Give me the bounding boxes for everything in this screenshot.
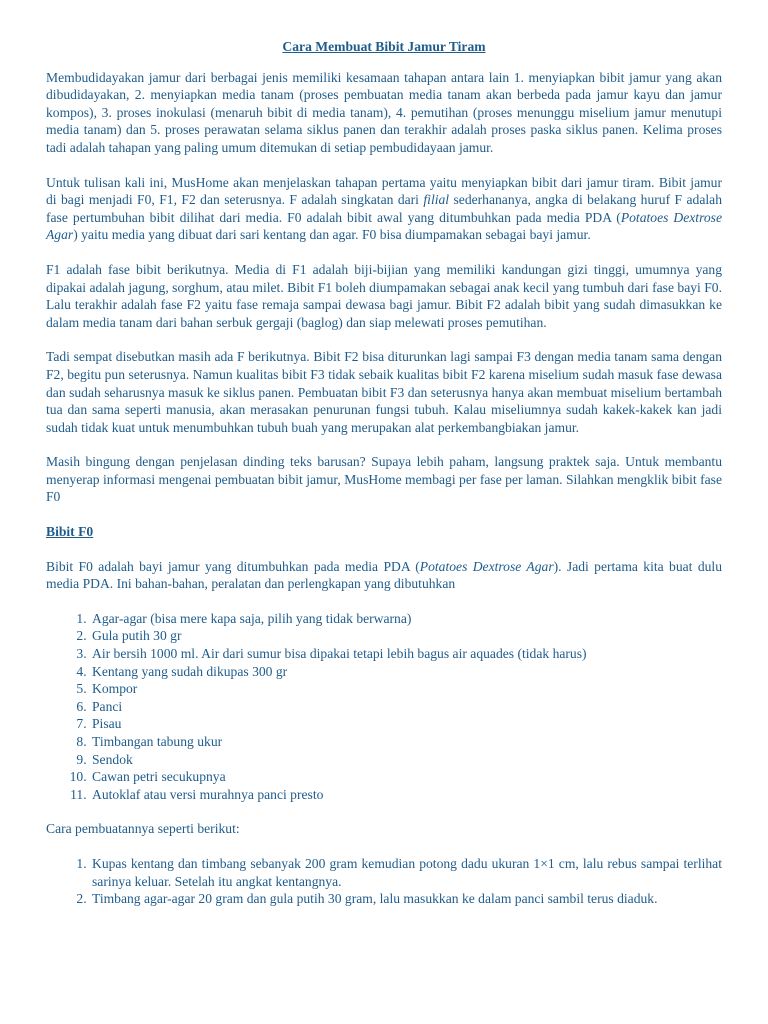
list-item: 11. Autoklaf atau versi murahnya panci presto: [90, 786, 722, 804]
paragraph-f0-intro: [46, 558, 722, 593]
list-item: 3. Air bersih 1000 ml. Air dari sumur bisa dipakai tetapi lebih bagus air aquades (tidak harus): [90, 645, 722, 663]
paragraph-generations: [46, 174, 722, 244]
list-item: 8. Timbangan tabung ukur: [90, 733, 722, 751]
list-item: 7. Pisau: [90, 715, 722, 733]
list-item: 4. Kentang yang sudah dikupas 300 gr: [90, 663, 722, 681]
section-heading-f0: Bibit F0: [46, 524, 94, 540]
list-item: 1. Kupas kentang dan timbang sebanyak 200 gram kemudian potong dadu ukuran 1×1 cm, lalu rebus sampai terlihat sarinya keluar. Setelah itu angkat kentangnya.: [90, 855, 722, 890]
text-run: ) yaitu media yang dibuat dari sari kentang dan agar. F0 bisa diumpamakan sebagai bayi jamur.: [73, 227, 591, 243]
list-item: 2. Gula putih 30 gr: [90, 627, 722, 645]
list-item: 10. Cawan petri secukupnya: [90, 768, 722, 786]
materials-list: [46, 610, 722, 804]
text-run: Untuk tulisan kali ini, MusHome akan menjelaskan tahapan pertama yaitu menyiapkan bibit dari jamur tiram. Bibit jamur di bagi menjadi F0, F1, F2 dan seterusnya. F adalah singkatan dari: [46, 174, 722, 208]
text-run: ). Jadi pertama kita buat dulu media PDA. Ini bahan-bahan, peralatan dan perlengkapan yang dibutuhkan: [46, 558, 722, 592]
italic-term: Potatoes Dextrose Agar: [419, 558, 554, 574]
list-item: 1. Agar-agar (bisa mere kapa saja, pilih yang tidak berwarna): [90, 610, 722, 628]
paragraph-f3: Tadi sempat disebutkan masih ada F berikutnya. Bibit F2 bisa diturunkan lagi sampai F3 dengan media tanam sama dengan F2, begitu pun seterusnya. Namun kualitas bibit F3 tidak sebaik kualitas bibit F2 karena miselium sudah masuk fase dewasa dan sudah seharusnya masuk ke siklus panen. Pembuatan bibit F3 dan seterusnya hanya akan membuat miselium bertambah tua dan sama seperti manusia, akan merasakan penurunan fungsi tubuh. Kalau miseliumnya sudah kakek-kakek kan jadi sudah tidak kuat untuk menumbuhkan tubuh buah yang merupakan alat perkembangbiakan jamur.: [46, 349, 722, 435]
italic-term: filial: [423, 192, 450, 208]
list-item: 5. Kompor: [90, 680, 722, 698]
text-run: sederhananya, angka di belakang huruf F adalah fase pertumbuhan bibit dilihat dari media. F0 adalah bibit awal yang ditumbuhkan pada media PDA (: [46, 192, 722, 225]
list-item: 6. Panci: [90, 698, 722, 716]
steps-list: [46, 855, 722, 908]
paragraph-call-to-action: Masih bingung dengan penjelasan dinding teks barusan? Supaya lebih paham, langsung praktek saja. Untuk membantu menyerap informasi mengenai pembuatan bibit jamur, MusHome membagi per fase per laman. Silahkan mengklik bibit fase F0: [46, 454, 722, 505]
paragraph-f1-f2: F1 adalah fase bibit berikutnya. Media di F1 adalah biji-bijian yang memiliki kandungan gizi tinggi, umumnya yang dipakai adalah jagung, sorghum, atau milet. Bibit F1 boleh diumpamakan sebagai anak kecil yang tumbuh dari fase bayi F0. Lalu terakhir adalah fase F2 yaitu fase remaja sampai dewasa bagi jamur. Bibit F2 adalah bibit yang sudah dimasukkan ke dalam media tanam dari bahan serbuk gergaji (baglog) dan siap melewati proses pemutihan.: [46, 261, 722, 330]
italic-term: Potatoes Dextrose Agar: [46, 209, 722, 243]
list-item: 9. Sendok: [90, 751, 722, 769]
document-title: Cara Membuat Bibit Jamur Tiram: [282, 39, 486, 54]
list-item: 2. Timbang agar-agar 20 gram dan gula putih 30 gram, lalu masukkan ke dalam panci sambil terus diaduk.: [90, 890, 722, 908]
steps-intro: Cara pembuatannya seperti berikut:: [46, 821, 240, 837]
intro-paragraph: Membudidayakan jamur dari berbagai jenis memiliki kesamaan tahapan antara lain 1. menyiapkan bibit jamur yang akan dibudidayakan, 2. menyiapkan media tanam (proses pembuatan media tanam akan berbeda pada jamur kayu dan jamur kompos), 3. proses inokulasi (menaruh bibit di media tanam), 4. pemutihan (proses menunggu miselium jamur menutupi media tanam) dan 5. proses perawatan selama siklus panen dan terakhir adalah proses paska siklus panen. Kelima proses tadi adalah tahapan yang paling umum ditemukan di setiap pembudidayaan jamur.: [46, 69, 722, 155]
text-run: Bibit F0 adalah bayi jamur yang ditumbuhkan pada media PDA (: [46, 558, 420, 574]
